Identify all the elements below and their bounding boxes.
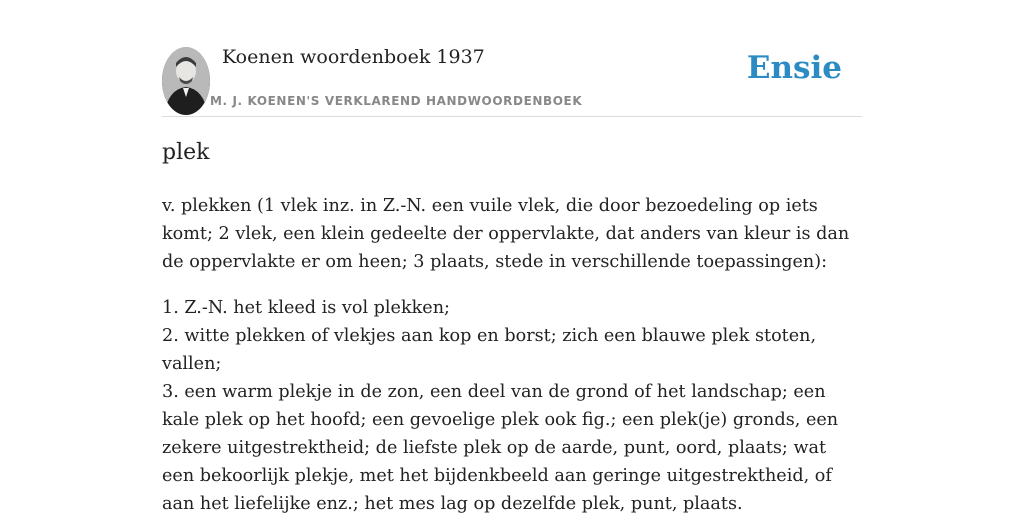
dictionary-subtitle: M. J. KOENEN'S VERKLAREND HANDWOORDENBOEK [210,94,583,108]
dictionary-title[interactable]: Koenen woordenboek 1937 [222,46,485,68]
entry-body [162,192,862,518]
entry-headword: plek [162,140,210,165]
sense-item: 3. een warm plekje in de zon, een deel van de grond of het landschap; een kale plek op het hoofd; een gevoelige plek ook fig.; een plek(je) gronds, een zekere uitgestrektheid; de liefste plek op de aarde, punt, oord, plaats; wat een bekoorlijk plekje, met het bijdenkbeeld aan geringe uitgestrektheid, of aan het liefelijke enz.; het mes lag op dezelfde plek, punt, plaats. [162,382,839,514]
dictionary-header [162,0,862,117]
entry-definition: v. plekken (1 vlek inz. in Z.-N. een vuile vlek, die door bezoedeling op iets komt; 2 vlek, een klein gedeelte der oppervlakte, dat anders van kleur is dan de oppervlakte er om heen; 3 plaats, stede in verschillende toepassingen): [162,196,850,272]
author-portrait [162,47,210,115]
page [162,0,862,514]
sense-list [162,294,862,518]
sense-item: 2. witte plekken of vlekjes aan kop en borst; zich een blauwe plek stoten, vallen; [162,326,817,374]
sense-item: 1. Z.-N. het kleed is vol plekken; [162,298,450,318]
ensie-logo-link[interactable]: Ensie [746,50,842,86]
